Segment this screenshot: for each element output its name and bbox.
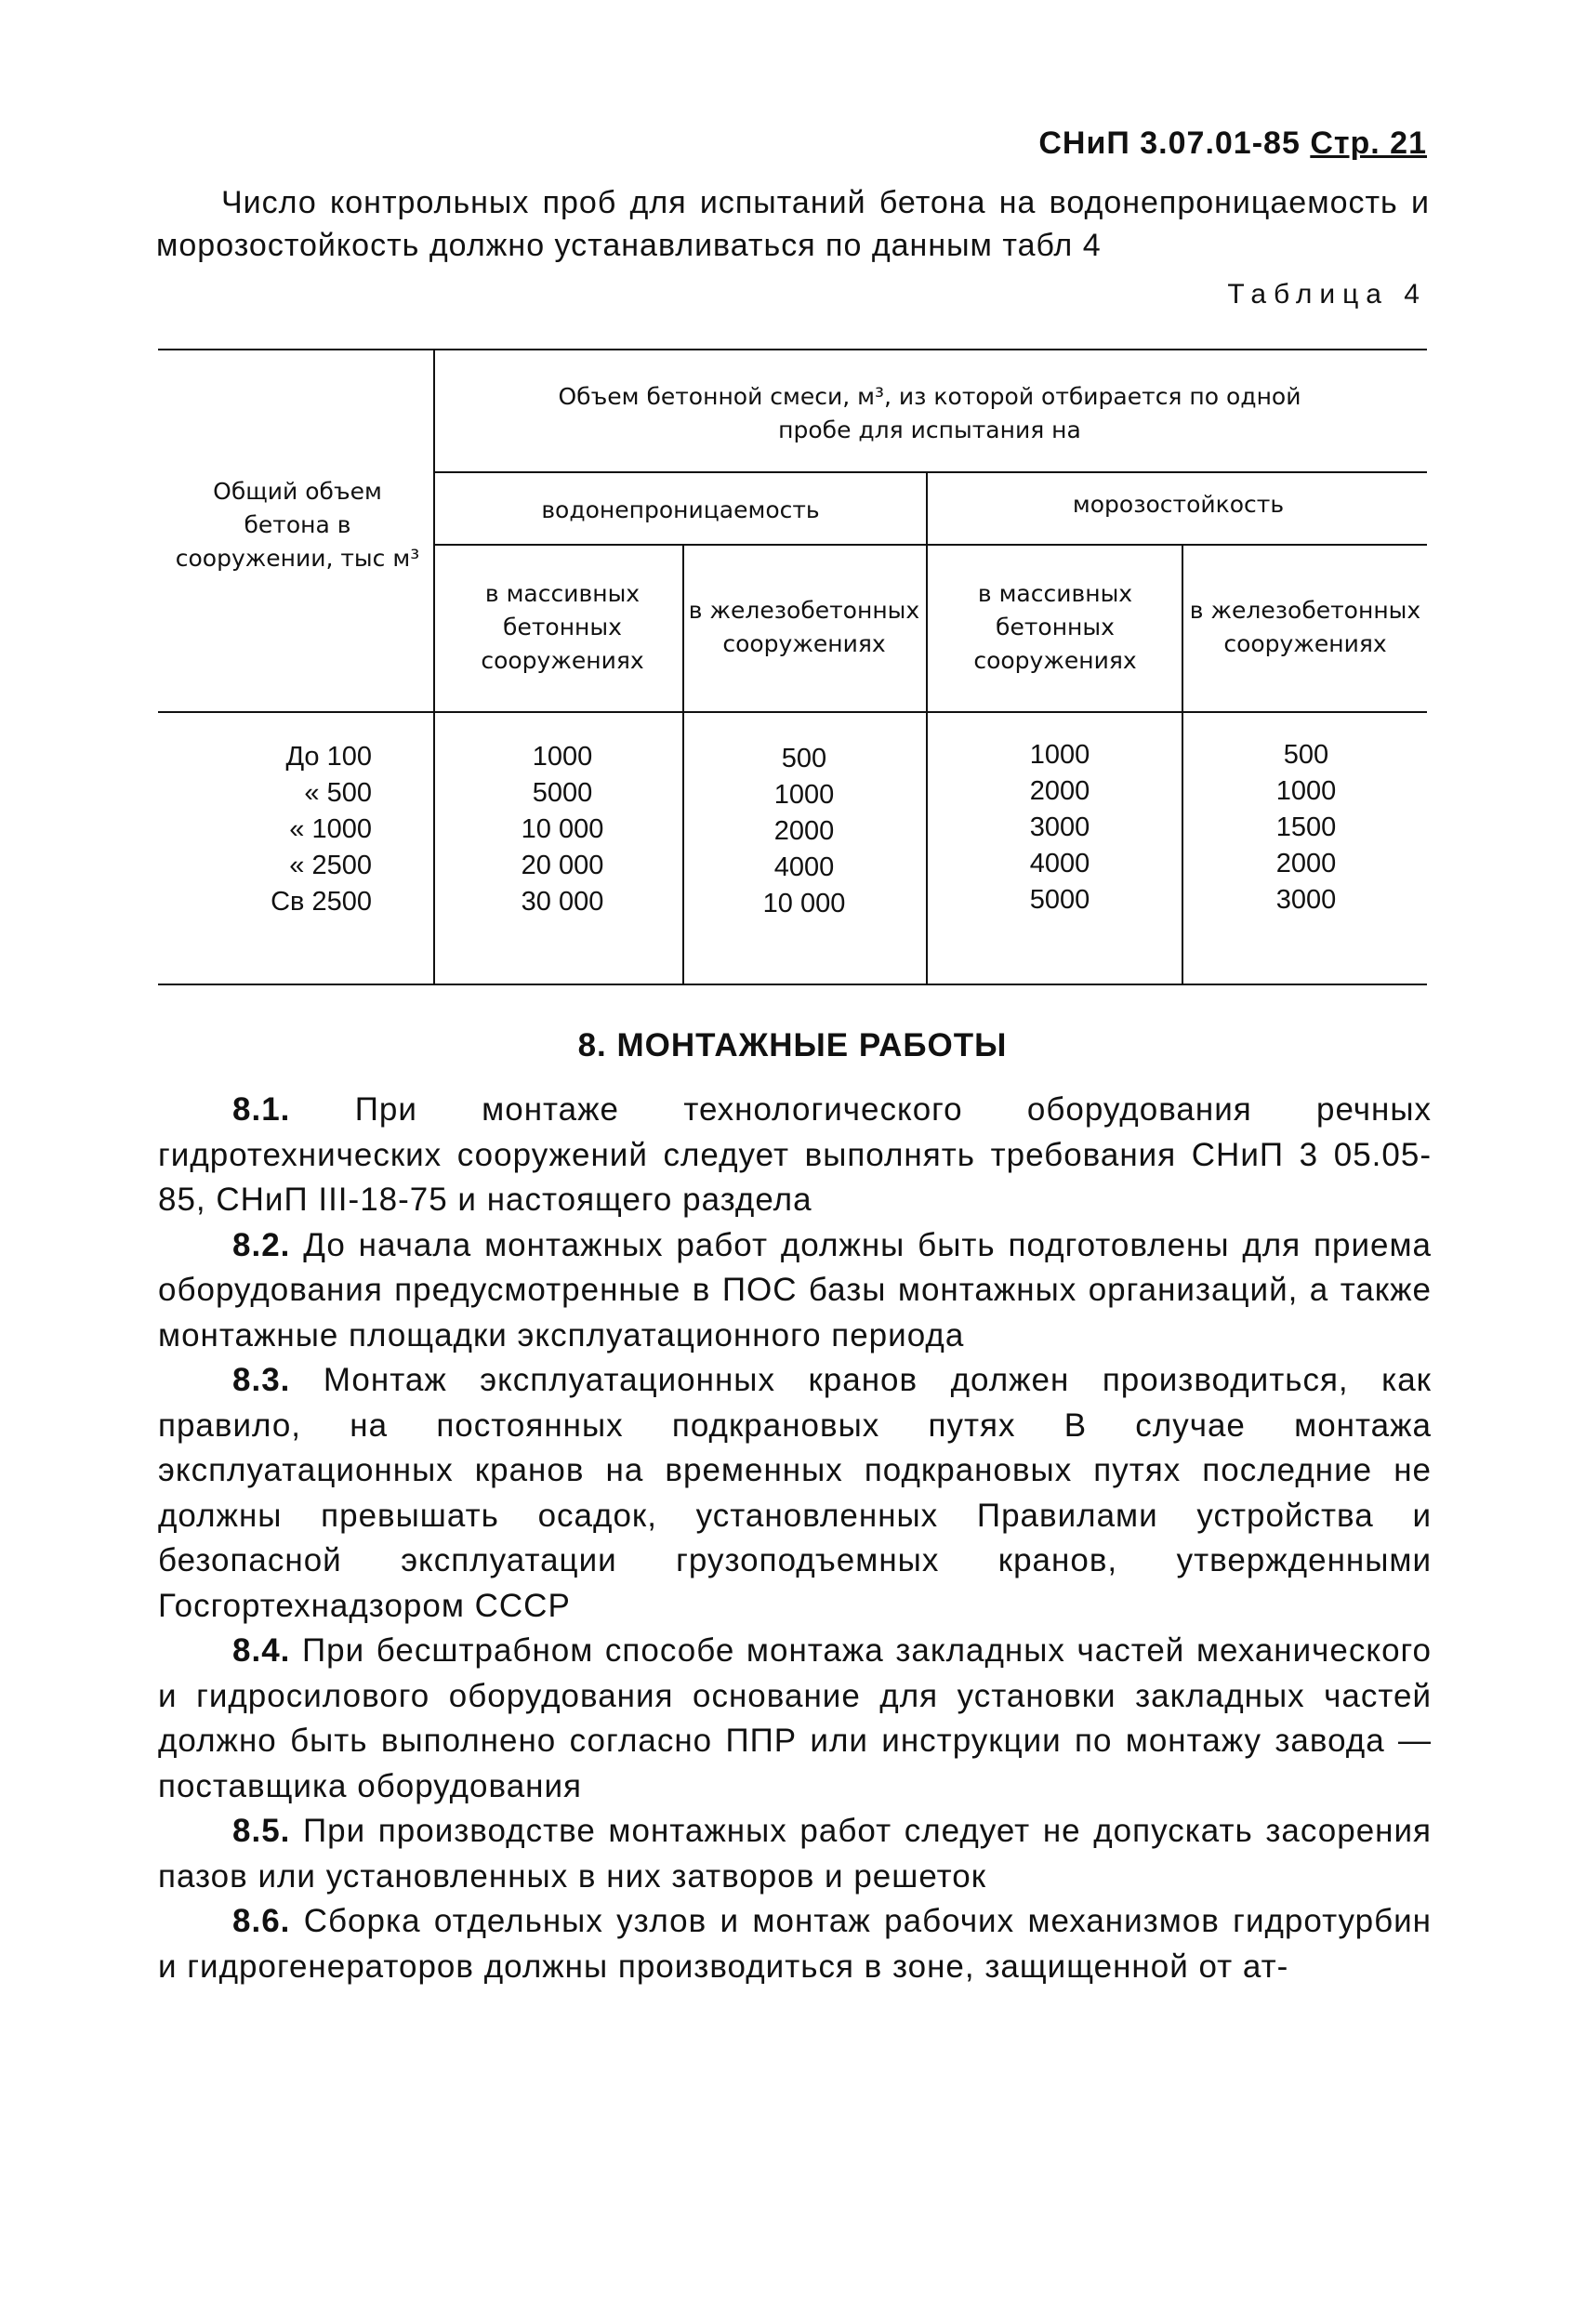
water-massive-cell: 30 000 (521, 887, 604, 917)
header-frost-massive: в массивных бетонных сооружениях (973, 580, 1137, 674)
water-rc-cell: 1000 (773, 780, 835, 810)
clause-number: 8.5. (232, 1813, 291, 1849)
water-massive-cell: 20 000 (521, 851, 604, 880)
header-water-rc: в железобетонных сооружениях (688, 597, 920, 657)
water-rc-cell: 4000 (773, 852, 835, 882)
paragraph-8-5 (158, 1809, 1432, 1899)
volume-cell: До 100 (285, 742, 372, 772)
frost-rc-cell: 1000 (1275, 776, 1337, 806)
clause-number: 8.4. (232, 1632, 291, 1669)
volume-cell: « 500 (304, 778, 372, 808)
page-number: Стр. 21 (1310, 125, 1427, 161)
header-group: Объем бетонной смеси, м³, из которой отбирается по одной пробе для испытания на (558, 383, 1301, 443)
section-body (158, 1088, 1432, 1989)
clause-number: 8.3. (232, 1362, 291, 1398)
frost-massive-cell: 4000 (1029, 849, 1090, 878)
clause-text: Монтаж эксплуатационных кранов должен производиться, как правило, на постоянных подкрановых путях В случае монтажа эксплуатационных кранов на временных подкрановых путях последние не должны превышать осадок, установленных Правилами устройства и безопасной эксплуатации грузоподъемных кранов, утвержденными Госгортехнадзором СССР (158, 1362, 1432, 1624)
paragraph-8-3 (158, 1358, 1432, 1629)
frost-massive-cell: 5000 (1029, 885, 1090, 915)
table-top-rule (158, 349, 1427, 350)
clause-text: Сборка отдельных узлов и монтаж рабочих механизмов гидротурбин и гидрогенераторов должны производиться в зоне, защищенной от ат- (158, 1903, 1432, 1985)
water-massive-cell: 5000 (532, 778, 593, 808)
paragraph-8-1 (158, 1088, 1432, 1223)
clause-text: При монтаже технологического оборудования речных гидротехнических сооружений следует выполнять требования СНиП 3 05.05-85, СНиП III-18-75 и настоящего раздела (158, 1091, 1432, 1218)
frost-massive-cell: 2000 (1029, 776, 1090, 806)
page-header (1038, 125, 1427, 162)
section-title: 8. МОНТАЖНЫЕ РАБОТЫ (577, 1027, 1008, 1063)
col-water-rc (697, 741, 911, 922)
col-divider-3 (926, 471, 928, 985)
volume-cell: Св 2500 (271, 887, 372, 917)
header-water: водонепроницаемость (541, 496, 820, 523)
water-rc-cell: 10 000 (762, 889, 846, 918)
clause-text: При производстве монтажных работ следует не допускать засорения пазов или установленных в них затворов и решеток (158, 1813, 1432, 1895)
frost-massive-cell: 3000 (1029, 812, 1090, 842)
clause-text: До начала монтажных работ должны быть подготовлены для приема оборудования предусмотренные в ПОС базы монтажных организаций, а также монтажные площадки эксплуатационного периода (158, 1226, 1432, 1353)
col-frost-massive (953, 737, 1167, 918)
col-water-massive (456, 739, 669, 920)
volume-cell: « 1000 (289, 814, 372, 844)
frost-rc-cell: 3000 (1275, 885, 1337, 915)
col-frost-rc (1199, 737, 1413, 918)
header-frost-rc: в железобетонных сооружениях (1189, 597, 1421, 657)
water-rc-cell: 500 (781, 744, 827, 773)
paragraph-8-2 (158, 1223, 1432, 1359)
paragraph-8-6 (158, 1899, 1432, 1989)
table-caption: Таблица 4 (1227, 279, 1427, 310)
rule-under-header (158, 711, 1427, 713)
table-bottom-rule (158, 984, 1427, 985)
clause-number: 8.2. (232, 1226, 291, 1263)
water-rc-cell: 2000 (773, 816, 835, 846)
frost-rc-cell: 500 (1283, 740, 1329, 770)
col-divider-1 (433, 349, 435, 985)
rule-under-subgroup (433, 544, 1427, 546)
header-water-massive: в массивных бетонных сооружениях (481, 580, 644, 674)
col-volume (214, 739, 372, 920)
frost-rc-cell: 2000 (1275, 849, 1337, 878)
water-massive-cell: 10 000 (521, 814, 604, 844)
intro-text: Число контрольных проб для испытаний бетона на водонепроницаемость и морозостойкость должно устанавливаться по данным табл 4 (156, 185, 1430, 263)
volume-cell: « 2500 (289, 851, 372, 880)
clause-number: 8.6. (232, 1903, 291, 1939)
frost-rc-cell: 1500 (1275, 812, 1337, 842)
intro-paragraph (156, 181, 1430, 267)
clause-text: При бесштрабном способе монтажа закладных частей механического и гидросилового оборудования основание для установки закладных частей должно быть выполнено согласно ППР или инструкции по монтажу завода — поставщика оборудования (158, 1632, 1432, 1804)
clause-number: 8.1. (232, 1091, 291, 1128)
data-table (158, 349, 1427, 985)
header-total-volume: Общий объем бетона в сооружении, тыс м³ (175, 478, 420, 572)
paragraph-8-4 (158, 1629, 1432, 1809)
frost-massive-cell: 1000 (1029, 740, 1090, 770)
header-frost: морозостойкость (1072, 491, 1285, 518)
water-massive-cell: 1000 (532, 742, 593, 772)
doc-code: СНиП 3.07.01-85 (1038, 125, 1301, 161)
